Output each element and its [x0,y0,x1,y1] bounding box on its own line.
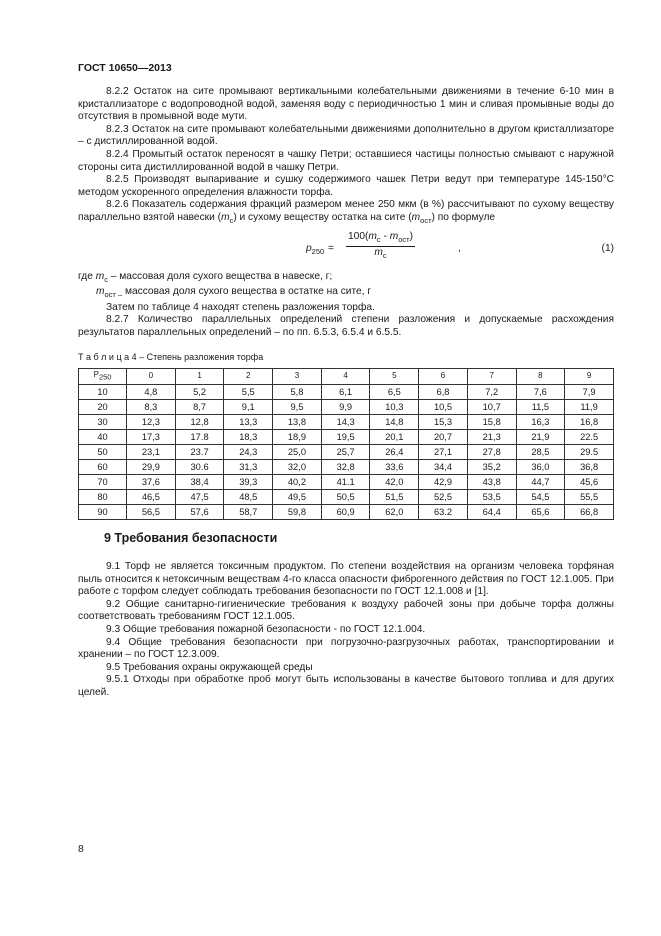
formula-comma: , [458,242,461,254]
paragraph-822: 8.2.2 Остаток на сите промывают вертикальными колебательными движениями в течение 6-10 мин в кристаллизаторе с водопроводной водой, заменяя воду с периодичностью 1 мин и сливая промывные воды до отсутствия в промывной воде мути. [78,86,614,123]
page-content [78,86,614,700]
table-cell: 10,3 [370,400,419,415]
decomposition-table [78,368,614,520]
table-cell: 18,3 [224,430,273,445]
column-header: 0 [127,369,176,385]
table-cell: 25,0 [273,445,322,460]
table-cell: 54,5 [516,490,565,505]
table-cell: 44,7 [516,475,565,490]
table-row [79,460,614,475]
table-cell: 64,4 [467,505,516,520]
table-cell: 56,5 [127,505,176,520]
table-cell: 31,3 [224,460,273,475]
table-cell: 51,5 [370,490,419,505]
table-cell: 9,1 [224,400,273,415]
table-cell: 10,7 [467,400,516,415]
table-cell: 52,5 [419,490,468,505]
table-cell: 19,5 [321,430,370,445]
paragraph-823: 8.2.3 Остаток на сите промывают колебательными движениями дополнительно в другом кристаллизаторе – с дистиллированной водой. [78,123,614,148]
table-cell: 33,6 [370,460,419,475]
table-cell: 14,3 [321,415,370,430]
table-cell: 7,6 [516,385,565,400]
table-cell: 22.5 [565,430,614,445]
table-cell: 8,7 [175,400,224,415]
table-row [79,475,614,490]
table-cell: 60,9 [321,505,370,520]
table-cell: 48,5 [224,490,273,505]
row-label: 60 [79,460,127,475]
table-cell: 15,3 [419,415,468,430]
table-cell: 29,9 [127,460,176,475]
table-cell: 50,5 [321,490,370,505]
table-cell: 8,3 [127,400,176,415]
table-cell: 12,3 [127,415,176,430]
table-cell: 57,6 [175,505,224,520]
paragraph-95: 9.5 Требования охраны окружающей среды [106,661,313,673]
table-cell: 14,8 [370,415,419,430]
paragraph-93: 9.3 Общие требования пожарной безопасности - по ГОСТ 12.1.004. [106,623,426,635]
paragraph-951: 9.5.1 Отходы при обработке проб могут быть использованы в качестве бытового топлива и для других целей. [78,674,614,698]
table-cell: 7,2 [467,385,516,400]
table-row [79,445,614,460]
table-cell: 35,2 [467,460,516,475]
row-label: 20 [79,400,127,415]
column-header: 8 [516,369,565,385]
table-row [79,385,614,400]
column-header: 9 [565,369,614,385]
table-cell: 65,6 [516,505,565,520]
table-cell: 46,5 [127,490,176,505]
table-cell: 29.5 [565,445,614,460]
table-cell: 13,3 [224,415,273,430]
table-cell: 32,0 [273,460,322,475]
table-cell: 53,5 [467,490,516,505]
column-header: 7 [467,369,516,385]
table-cell: 43,8 [467,475,516,490]
column-header: 5 [370,369,419,385]
row-label: 30 [79,415,127,430]
table-cell: 9,9 [321,400,370,415]
table-cell: 5,5 [224,385,273,400]
formula-lhs: $p_{250}$ [306,242,325,256]
table-header-row [79,369,614,385]
table-cell: 66,8 [565,505,614,520]
table-cell: 5,8 [273,385,322,400]
column-header: 6 [419,369,468,385]
table-cell: 40,2 [273,475,322,490]
paragraph-825: 8.2.5 Производят выпаривание и сушку содержимого чашек Петри ведут при температуре 145-150°С методом ускоренного определения влажности торфа. [78,174,614,198]
table-cell: 25,7 [321,445,370,460]
table-cell: 23.7 [175,445,224,460]
column-header: 4 [321,369,370,385]
table-cell: 11,5 [516,400,565,415]
paragraph-827: 8.2.7 Количество параллельных определений степени разложения и допускаемые расхождения результатов параллельных определений – по пп. 6.5.3, 6.5.4 и 6.5.5. [78,314,614,338]
paragraph-92: 9.2 Общие санитарно-гигиенические требования к воздуху рабочей зоны при добыче торфа должны соответствовать требованиям ГОСТ 12.1.005. [78,598,614,623]
table-row [79,490,614,505]
table-cell: 39,3 [224,475,273,490]
table-cell: 17.8 [175,430,224,445]
table-cell: 26,4 [370,445,419,460]
table-cell: 15,8 [467,415,516,430]
table-cell: 9,5 [273,400,322,415]
table-row [79,505,614,520]
formula-number: (1) [601,242,614,254]
row-label: 90 [79,505,127,520]
where-line-2: $m_{ост -}$ массовая доля сухого вещества в остатке на сите, г [96,286,372,300]
table-cell: 38,4 [175,475,224,490]
row-label: 50 [79,445,127,460]
table-cell: 28,5 [516,445,565,460]
table-cell: 13,8 [273,415,322,430]
table-cell: 30.6 [175,460,224,475]
row-label: 70 [79,475,127,490]
table-cell: 27,8 [467,445,516,460]
table-cell: 36,0 [516,460,565,475]
table-cell: 58,7 [224,505,273,520]
table-cell: 34,4 [419,460,468,475]
table-cell: 59,8 [273,505,322,520]
paragraph-94: 9.4 Общие требования безопасности при погрузочно-разгрузочных работах, транспортировании и хранении – по ГОСТ 12.3.009. [78,636,614,661]
table-cell: 10,5 [419,400,468,415]
table-cell: 7,9 [565,385,614,400]
table-cell: 47,5 [175,490,224,505]
table-cell: 20,1 [370,430,419,445]
table-row [79,430,614,445]
table-cell: 6,8 [419,385,468,400]
formula-denominator: $m_c$ [374,247,387,261]
paragraph-91: 9.1 Торф не является токсичным продуктом. По степени воздействия на организм человека торфяная пыль относится к нетоксичным веществам 4-го класса опасности фиброгенного действия по ГОСТ 12.1.005. При работе с торфом следует соблюдать требования безопасности по ГОСТ 12.1.008 и [1]. [78,560,614,598]
table-cell: 49,5 [273,490,322,505]
column-header: 2 [224,369,273,385]
page-number: 8 [78,843,84,855]
table-cell: 21,9 [516,430,565,445]
table-cell: 11,9 [565,400,614,415]
column-header: 3 [273,369,322,385]
table-row [79,400,614,415]
formula-fraction [346,231,415,263]
table-cell: 18,9 [273,430,322,445]
table-cell: 16,3 [516,415,565,430]
table-cell: 55,5 [565,490,614,505]
table-cell: 6,1 [321,385,370,400]
where-line-1: где $m_c$ – массовая доля сухого вещества в навеске, г; [78,270,333,284]
formula-1 [78,231,614,269]
row-label: 80 [79,490,127,505]
table-cell: 32,8 [321,460,370,475]
corner-cell: $P_{250}$ [79,369,127,385]
table-cell: 63.2 [419,505,468,520]
row-label: 10 [79,385,127,400]
table-cell: 6,5 [370,385,419,400]
table-cell: 24,3 [224,445,273,460]
table-cell: 20,7 [419,430,468,445]
table-cell: 62,0 [370,505,419,520]
table-cell: 45,6 [565,475,614,490]
table-cell: 36,8 [565,460,614,475]
table-cell: 27,1 [419,445,468,460]
column-header: 1 [175,369,224,385]
where-line-3: Затем по таблице 4 находят степень разложения торфа. [106,301,375,313]
table-cell: 42,9 [419,475,468,490]
table-cell: 23,1 [127,445,176,460]
table-cell: 41.1 [321,475,370,490]
table-cell: 12,8 [175,415,224,430]
document-header: ГОСТ 10650—2013 [78,62,172,74]
paragraph-824: 8.2.4 Промытый остаток переносят в чашку Петри; оставшиеся частицы полностью смывают с наружной стороны сита дистиллированной водой в чашку Петри. [78,148,614,173]
table-caption: Т а б л и ц а 4 – Степень разложения торфа [78,351,264,362]
table-cell: 42,0 [370,475,419,490]
table-cell: 21,3 [467,430,516,445]
formula-equals: = [328,242,334,254]
table-cell: 5,2 [175,385,224,400]
section-heading: 9 Требования безопасности [104,531,278,546]
paragraph-826: 8.2.6 Показатель содержания фракций размером менее 250 мкм (в %) рассчитывают по сухому веществу параллельно взятой навески $(m_c)$ и сухому веществу остатка на сите $(m_{ост})$ по формуле [78,199,614,225]
row-label: 40 [79,430,127,445]
table-cell: 37,6 [127,475,176,490]
table-cell: 16,8 [565,415,614,430]
formula-numerator: $100(m_c - m_{ост})$ [346,231,415,248]
table-cell: 4,8 [127,385,176,400]
table-cell: 17,3 [127,430,176,445]
table-row [79,415,614,430]
